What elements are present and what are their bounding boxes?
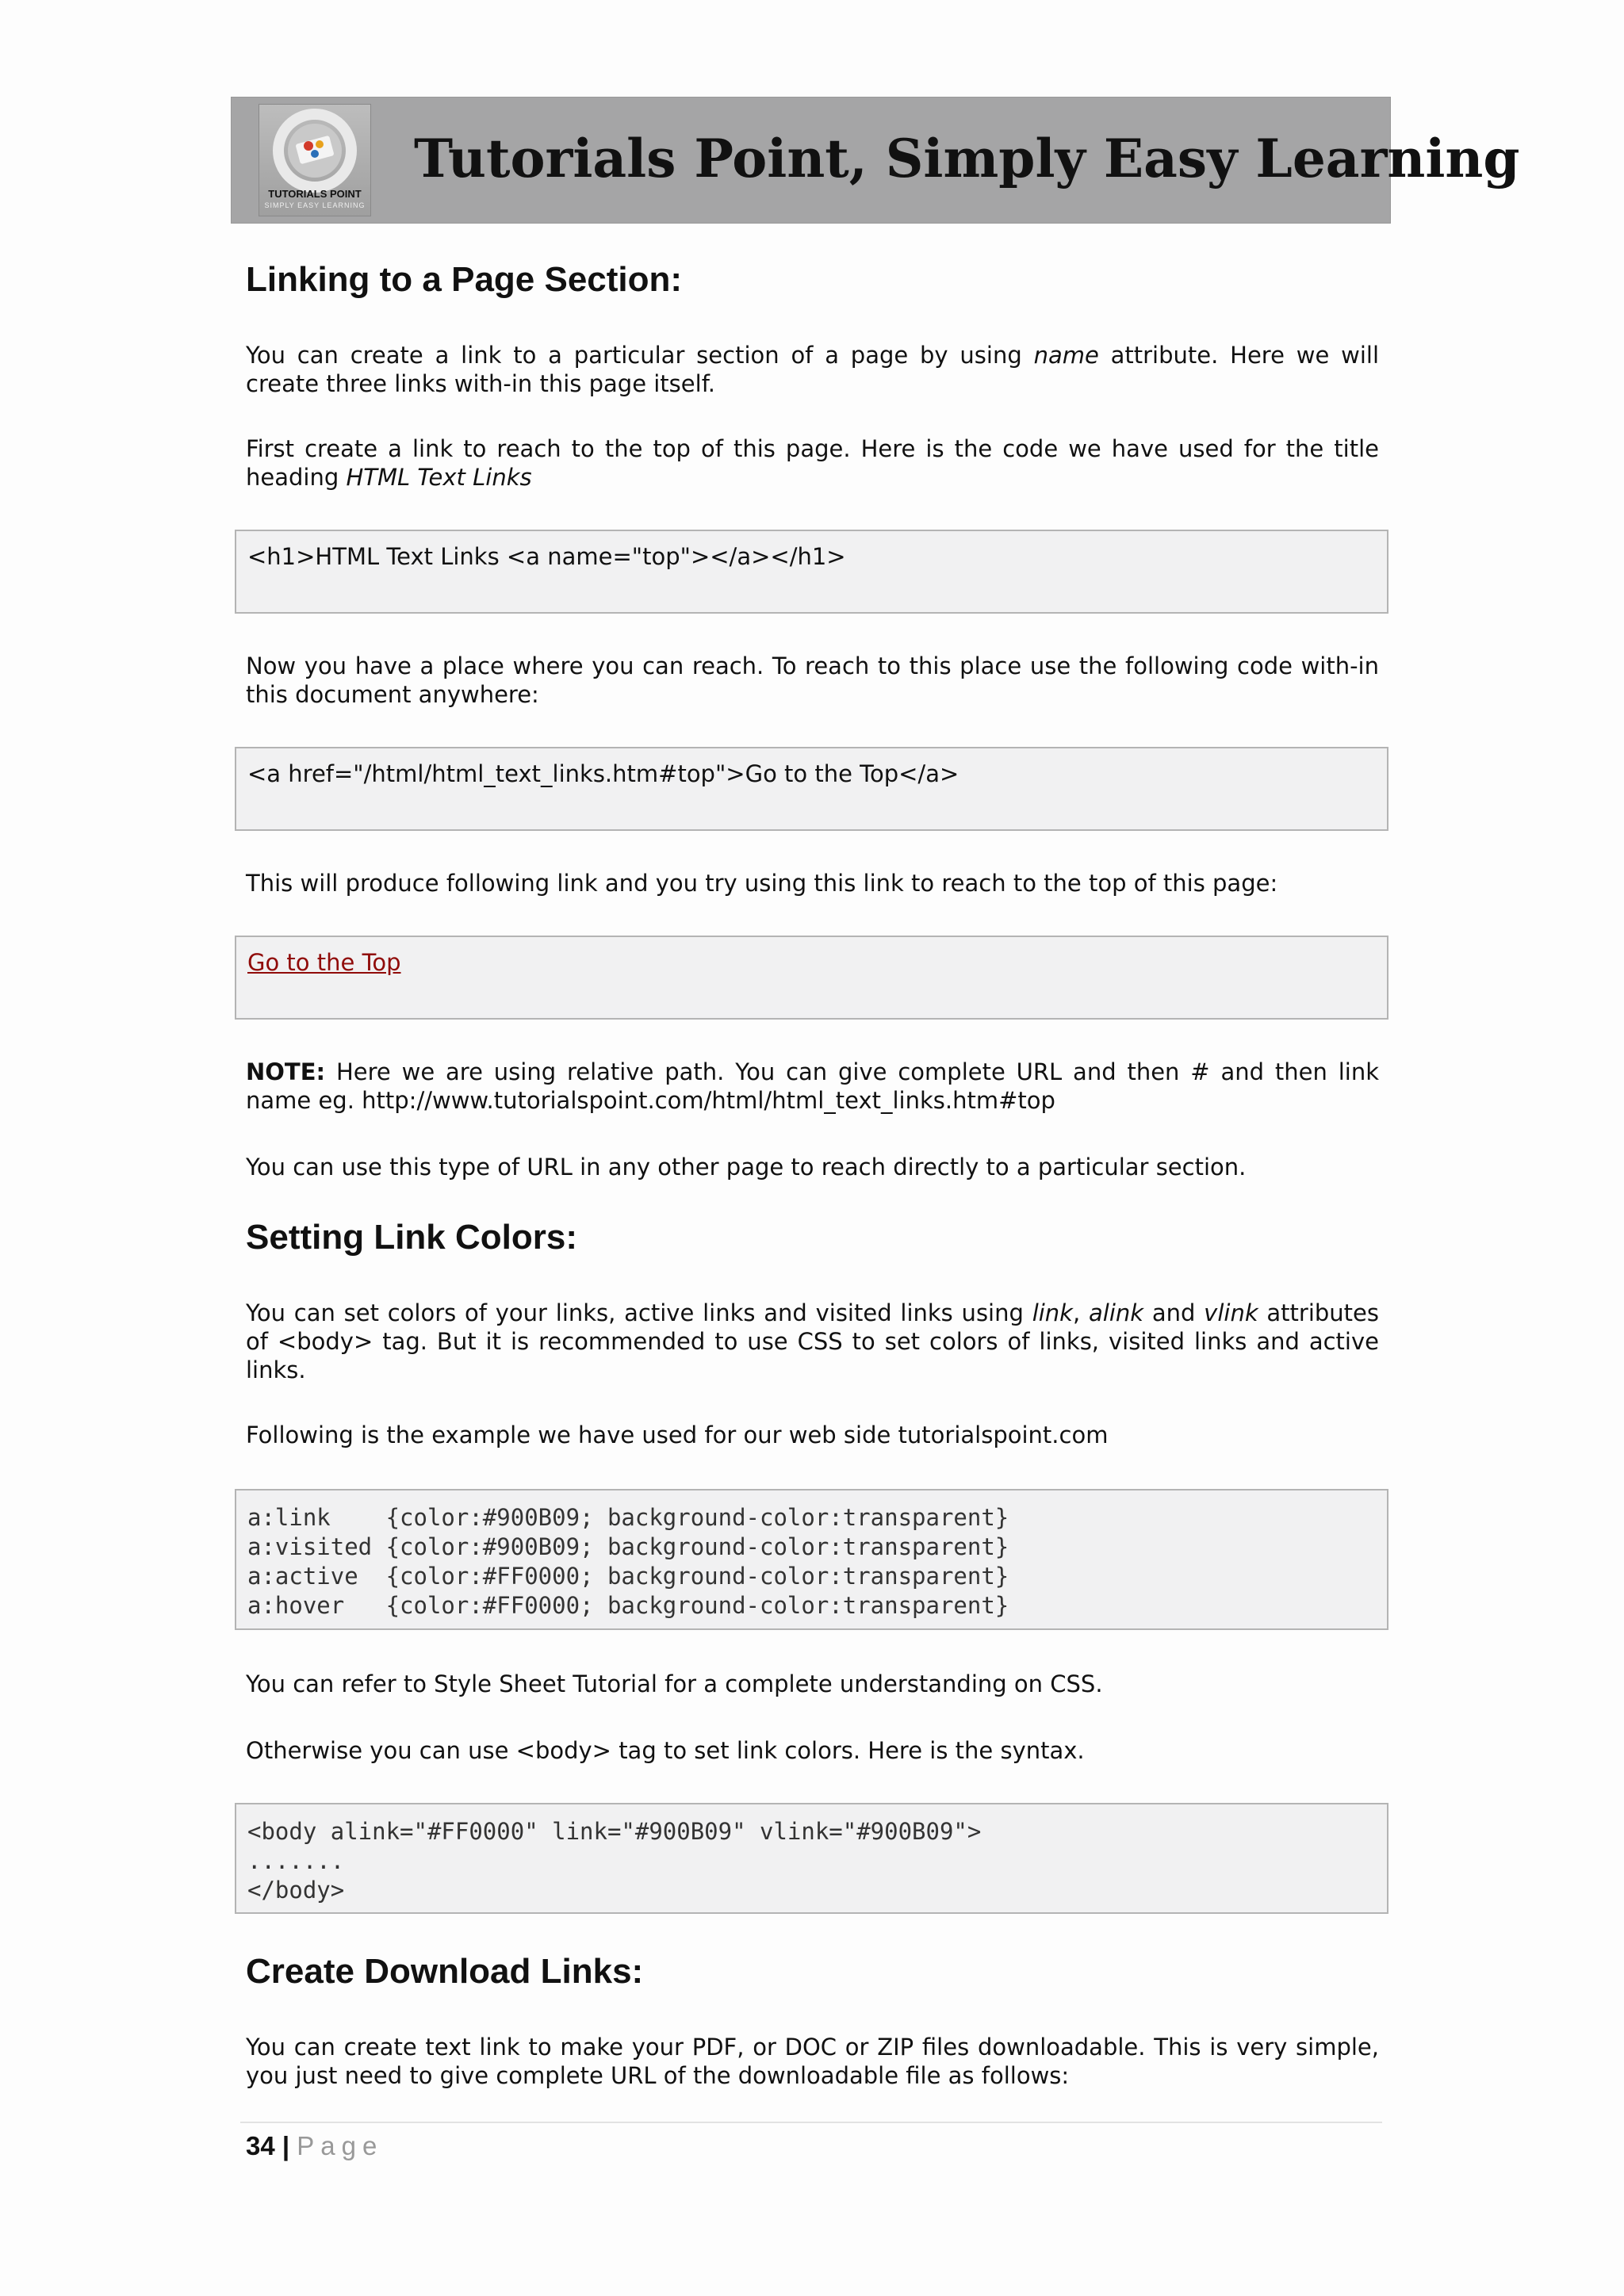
code-text: <a href="/html/html_text_links.htm#top">Go to the Top</a> [247, 760, 959, 787]
emphasis-html-text-links: HTML Text Links [346, 464, 532, 491]
emphasis-name: name [1033, 342, 1099, 369]
tutorialspoint-logo [259, 104, 371, 216]
text: attribute. Here we will create three links with-in this page itself. [246, 342, 1379, 397]
code-text: <h1>HTML Text Links <a name="top"></a></h1> [247, 543, 846, 570]
logo-text: TUTORIALS POINT [268, 188, 362, 200]
code-box-body-syntax: <body alink="#FF0000" link="#900B09" vlink="#900B09"> ....... </body> [235, 1803, 1388, 1914]
emphasis-alink: alink [1088, 1299, 1144, 1326]
footer-separator: | [282, 2131, 290, 2160]
emphasis-link: link [1032, 1299, 1073, 1326]
text: , [1072, 1299, 1089, 1326]
text: attributes of <body> tag. But it is recommended to use CSS to set colors of links, visited links and active links. [246, 1299, 1380, 1383]
go-to-top-link[interactable]: Go to the Top [247, 949, 401, 976]
paragraph-url-type: You can use this type of URL in any other page to reach directly to a particular section. [246, 1154, 1247, 1181]
text: First create a link to reach to the top of this page. Here is the code we have used for the title heading [246, 435, 1379, 491]
paragraph-reach-place: Now you have a place where you can reach. To reach to this place use the following code with-in this document anywhere: [246, 652, 1379, 708]
page-label: Page [297, 2131, 384, 2160]
footer-divider [240, 2122, 1382, 2123]
paragraph-produce-link: This will produce following link and you try using this link to reach to the top of this page: [246, 870, 1278, 897]
heading-setting-link-colors: Setting Link Colors: [246, 1218, 577, 1257]
page-footer [246, 2131, 383, 2161]
heading-create-download-links: Create Download Links: [246, 1952, 644, 1991]
demo-box [235, 936, 1388, 1020]
paragraph-downloadable: You can create text link to make your PDF, or DOC or ZIP files downloadable. This is very simple, you just need to give complete URL of the downloadable file as follows: [246, 2034, 1379, 2089]
note-label: NOTE: [246, 1058, 326, 1085]
paragraph-title-heading [246, 434, 1379, 492]
paragraph-note [246, 1058, 1379, 1115]
text: and [1143, 1299, 1205, 1326]
page-number: 34 [246, 2131, 275, 2160]
code-box-href-top [235, 747, 1388, 831]
code-box-anchor-name [235, 530, 1388, 614]
paragraph-name-attribute [246, 341, 1379, 398]
note-text: Here we are using relative path. You can give complete URL and then # and then link name eg. http://www.tutorialspoint.com/html/html_text_links.htm#top [246, 1058, 1379, 1114]
header-banner [231, 97, 1520, 224]
code-box-css-links: a:link {color:#900B09; background-color:transparent} a:visited {color:#900B09; background-color:transparent} a:active {color:#FF0000; background-color:transparent} a:hover {color:#FF0000; background-color:transparent} [235, 1489, 1388, 1630]
paragraph-body-tag: Otherwise you can use <body> tag to set link colors. Here is the syntax. [246, 1737, 1085, 1764]
paragraph-link-attributes [246, 1299, 1379, 1384]
text: You can set colors of your links, active links and visited links using [246, 1299, 1032, 1326]
header-title: Tutorials Point, Simply Easy Learning [414, 128, 1520, 189]
emphasis-vlink: vlink [1204, 1299, 1258, 1326]
logo-tagline: SIMPLY EASY LEARNING [264, 201, 366, 209]
paragraph-example-site: Following is the example we have used for our web side tutorialspoint.com [246, 1422, 1109, 1448]
text: You can create a link to a particular section of a page by using [246, 342, 1034, 369]
heading-linking-page-section: Linking to a Page Section: [246, 260, 683, 299]
paragraph-style-sheet: You can refer to Style Sheet Tutorial for a complete understanding on CSS. [246, 1670, 1103, 1697]
